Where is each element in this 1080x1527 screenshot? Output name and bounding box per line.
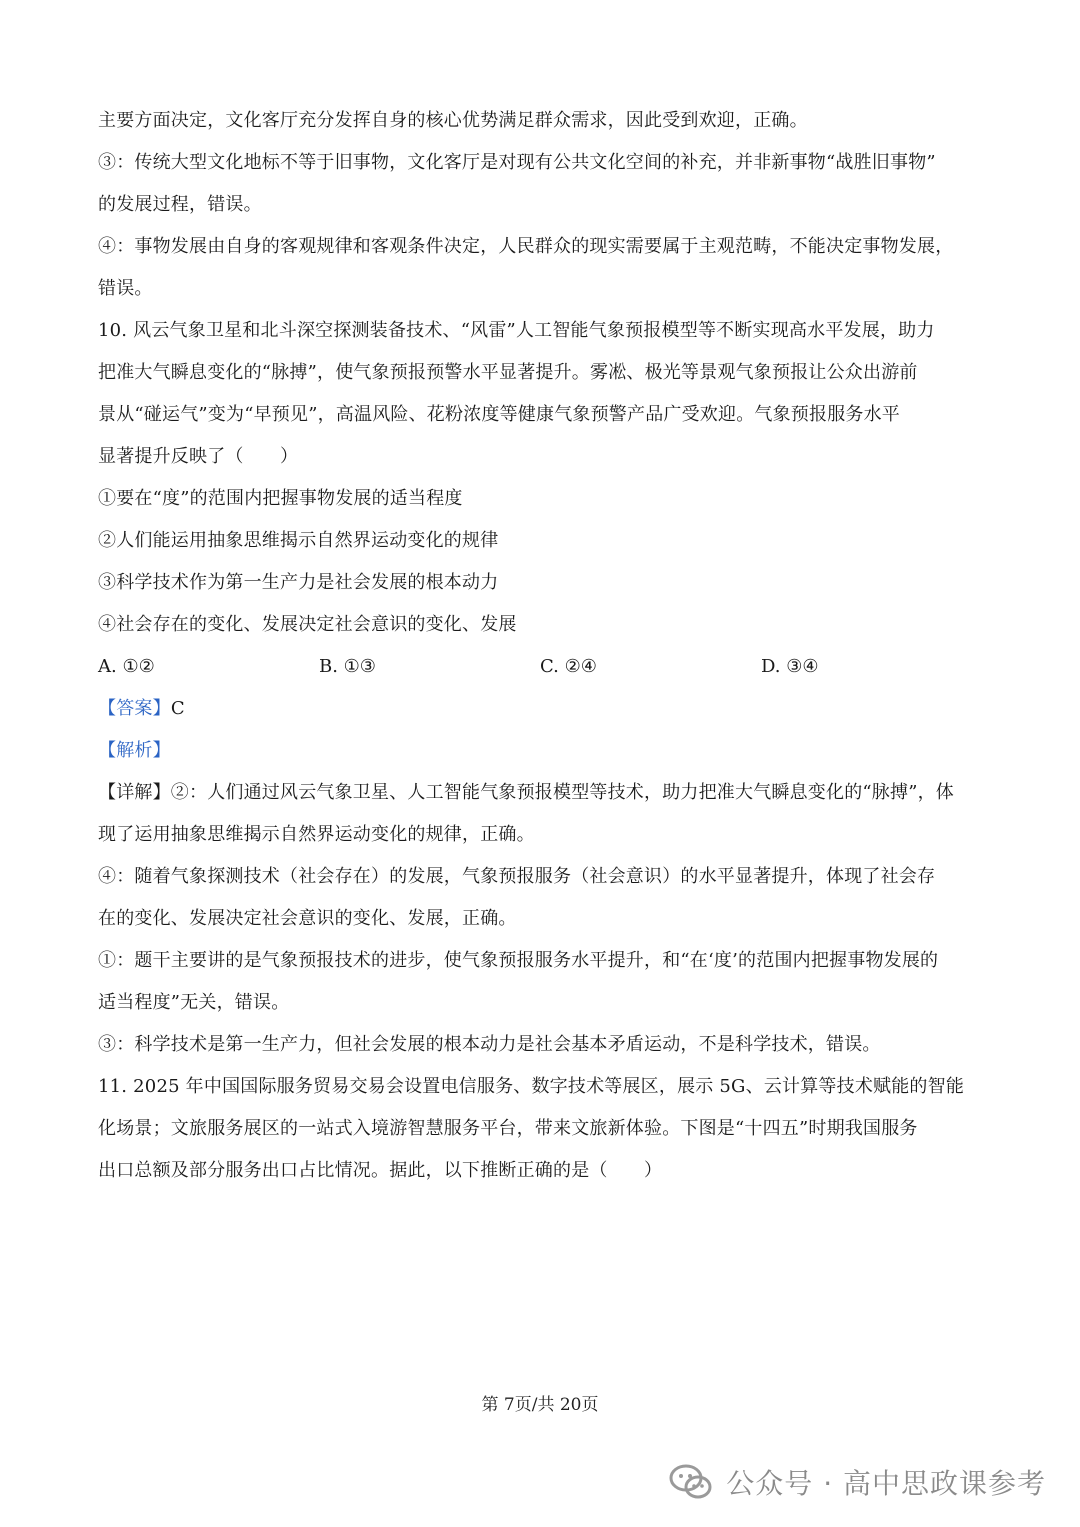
detail-line: 【详解】②：人们通过风云气象卫星、人工智能气象预报模型等技术，助力把准大气瞬息变化的“脉搏”，体 <box>98 782 954 803</box>
answer-value: C <box>170 698 185 719</box>
question-11-line: 11. 2025 年中国国际服务贸易交易会设置电信服务、数字技术等展区，展示 5G、云计算等技术赋能的智能 <box>98 1076 965 1097</box>
wechat-icon <box>668 1463 714 1501</box>
statement-item: ②人们能运用抽象思维揭示自然界运动变化的规律 <box>98 530 499 551</box>
question-10-line: 10. 风云气象卫星和北斗深空探测装备技术、“风雷”人工智能气象预报模型等不断实现高水平发展，助力 <box>98 320 935 341</box>
question-11-line: 化场景；文旅服务展区的一站式入境游智慧服务平台，带来文旅新体验。下图是“十四五”时期我国服务 <box>98 1118 918 1139</box>
analysis-tag: 【解析】 <box>98 740 171 761</box>
detail-line: ③：科学技术是第一生产力，但社会发展的根本动力是社会基本矛盾运动，不是科学技术，错误。 <box>98 1034 881 1055</box>
detail-line: 在的变化、发展决定社会意识的变化、发展，正确。 <box>98 908 517 929</box>
text-line: ④：事物发展由自身的客观规律和客观条件决定，人民群众的现实需要属于主观范畴，不能决定事物发展， <box>98 236 954 257</box>
detail-line: ①：题干主要讲的是气象预报技术的进步，使气象预报服务水平提升，和“在‘度’的范围内把握事物发展的 <box>98 950 939 971</box>
option-d: D. ③④ <box>761 656 819 677</box>
option-a: A. ①② <box>98 656 155 677</box>
statement-item: ③科学技术作为第一生产力是社会发展的根本动力 <box>98 572 499 593</box>
answer-tag: 【答案】 <box>98 698 171 719</box>
watermark-text: 公众号 · 高中思政课参考 <box>726 1467 1046 1500</box>
question-10-line: 把准大气瞬息变化的“脉搏”，使气象预报预警水平显著提升。雾凇、极光等景观气象预报让公众出游前 <box>98 362 918 383</box>
statement-item: ④社会存在的变化、发展决定社会意识的变化、发展 <box>98 614 517 635</box>
page-number: 第 7页/共 20页 <box>481 1395 599 1415</box>
text-line: ③：传统大型文化地标不等于旧事物，文化客厅是对现有公共文化空间的补充，并非新事物“战胜旧事物” <box>98 152 936 173</box>
answer-options <box>98 646 988 688</box>
detail-line: ④：随着气象探测技术（社会存在）的发展，气象预报服务（社会意识）的水平显著提升，体现了社会存 <box>98 866 936 887</box>
question-10-line: 显著提升反映了（ ） <box>98 446 299 467</box>
answer-line <box>98 688 988 730</box>
question-11-line: 出口总额及部分服务出口占比情况。据此，以下推断正确的是（ ） <box>98 1160 663 1181</box>
detail-line: 适当程度”无关，错误。 <box>98 992 290 1013</box>
detail-line: 现了运用抽象思维揭示自然界运动变化的规律，正确。 <box>98 824 535 845</box>
text-line: 主要方面决定，文化客厅充分发挥自身的核心优势满足群众需求，因此受到欢迎，正确。 <box>98 110 808 131</box>
text-line: 错误。 <box>98 278 153 299</box>
document-content <box>98 100 988 1192</box>
option-b: B. ①③ <box>319 656 376 677</box>
option-c: C. ②④ <box>540 656 597 677</box>
question-10-line: 景从“碰运气”变为“早预见”，高温风险、花粉浓度等健康气象预警产品广受欢迎。气象预报服务水平 <box>98 404 901 425</box>
analysis-line <box>98 730 988 772</box>
text-line: 的发展过程，错误。 <box>98 194 262 215</box>
watermark <box>668 1462 1046 1502</box>
statement-item: ①要在“度”的范围内把握事物发展的适当程度 <box>98 488 463 509</box>
